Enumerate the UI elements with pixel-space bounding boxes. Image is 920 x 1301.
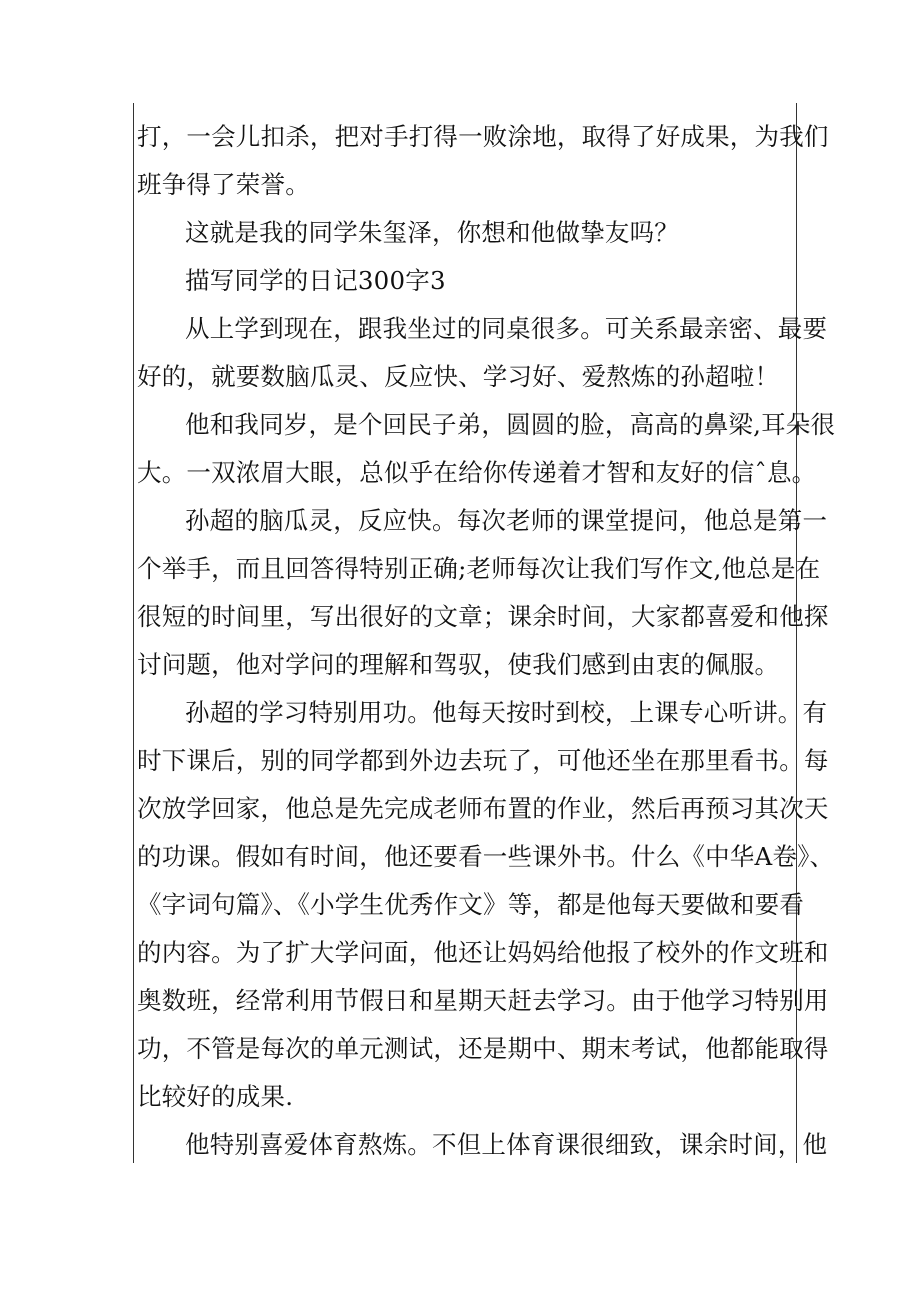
text-line: 打，一会儿扣杀，把对手打得一败涂地，取得了好成果，为我们: [137, 122, 829, 151]
text-line: 从上学到现在，跟我坐过的同桌很多。可关系最亲密、最要: [185, 314, 828, 343]
text-line: 时下课后，别的同学都到外边去玩了，可他还坐在那里看书。每: [137, 746, 829, 775]
text-line: 他特别喜爱体育熬炼。不但上体育课很细致，课余时间，他: [185, 1130, 828, 1159]
section-heading: 描写同学的日记300字3: [185, 266, 446, 295]
text-line: 次放学回家，他总是先完成老师布置的作业，然后再预习其次天: [137, 794, 829, 823]
text-line: 的内容。为了扩大学问面，他还让妈妈给他报了校外的作文班和: [137, 938, 829, 967]
text-line: 奥数班，经常利用节假日和星期天赶去学习。由于他学习特别用: [137, 986, 829, 1015]
text-line: 好的，就要数脑瓜灵、反应快、学习好、爱熬炼的孙超啦！: [137, 362, 780, 391]
text-line: 孙超的学习特别用功。他每天按时到校，上课专心听讲。有: [185, 698, 828, 727]
text-line: 班争得了荣誉。: [137, 170, 310, 199]
text-line: 很短的时间里，写出很好的文章；课余时间，大家都喜爱和他探: [137, 602, 829, 631]
text-line: 功，不管是每次的单元测试，还是期中、期末考试，他都能取得: [137, 1034, 829, 1063]
text-line: 《字词句篇》、《小学生优秀作文》等，都是他每天要做和要看: [137, 890, 805, 919]
text-line: 的功课。假如有时间，他还要看一些课外书。什么《中华A卷》、: [137, 842, 835, 871]
text-line: 这就是我的同学朱玺泽，你想和他做挚友吗？: [185, 218, 679, 247]
text-line: 讨问题，他对学问的理解和驾驭，使我们感到由衷的佩服。: [137, 650, 780, 679]
text-line: 个举手，而且回答得特别正确;老师每次让我们写作文,他总是在: [137, 554, 821, 583]
text-line: 他和我同岁，是个回民子弟，圆圆的脸，高高的鼻梁,耳朵很: [185, 410, 836, 439]
text-line: 孙超的脑瓜灵，反应快。每次老师的课堂提问，他总是第一: [185, 506, 828, 535]
text-line: 比较好的成果.: [137, 1082, 294, 1111]
text-line: 大。一双浓眉大眼，总似乎在给你传递着才智和友好的信ˆ息。: [137, 458, 817, 487]
